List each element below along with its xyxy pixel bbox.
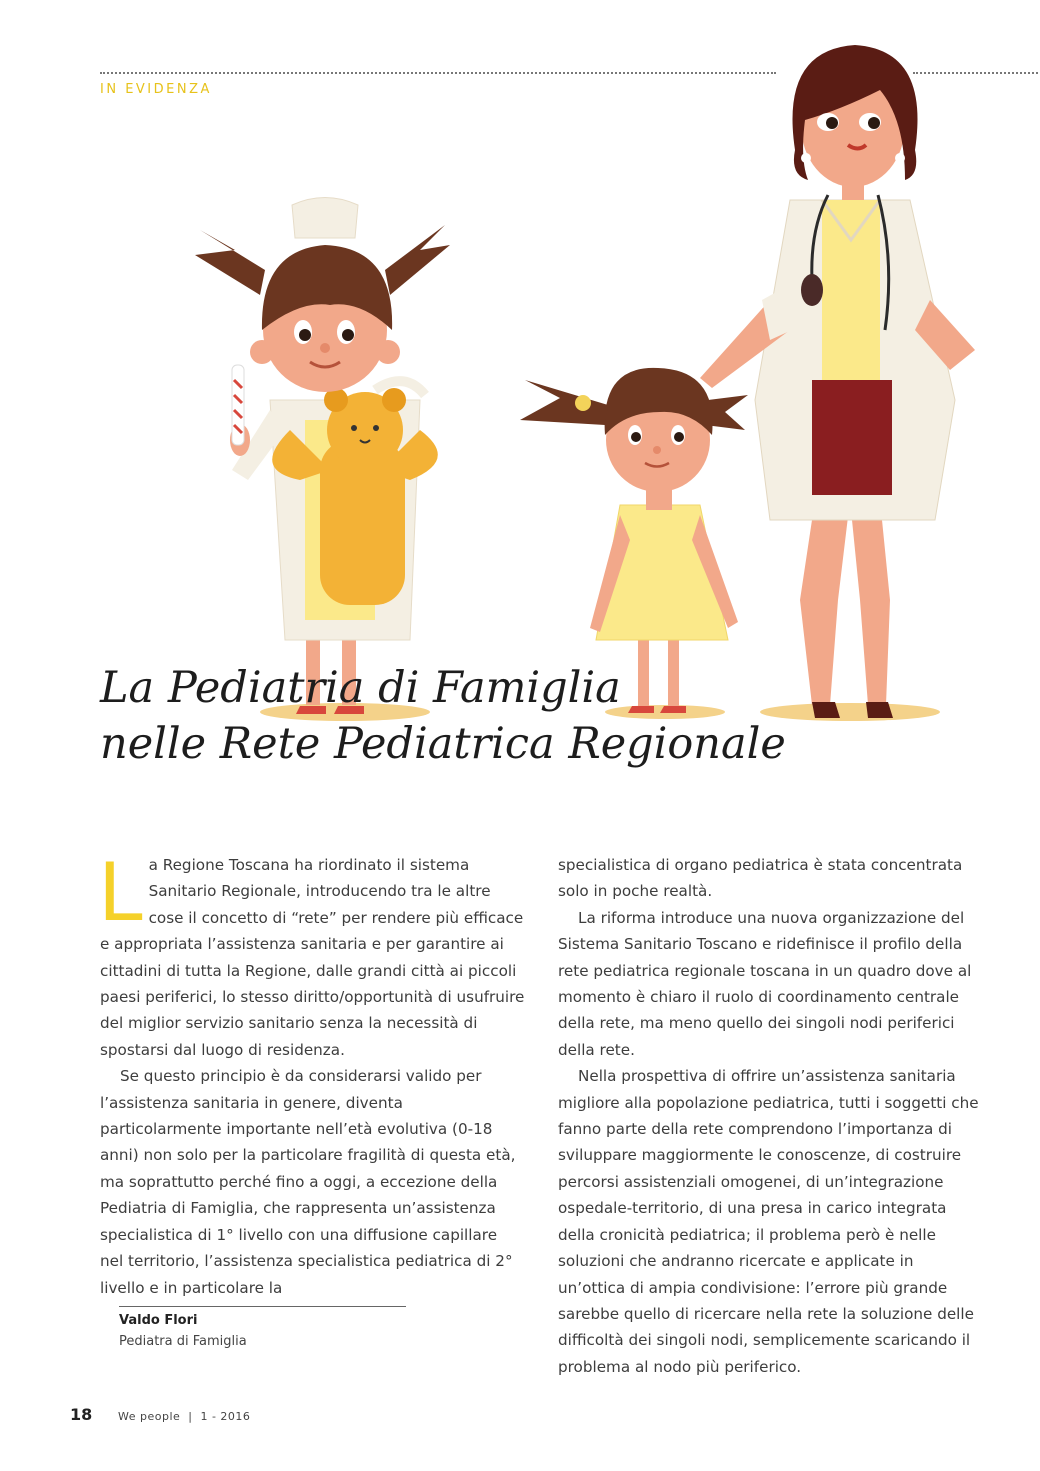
article-title-line-1: La Pediatria di Famiglia bbox=[100, 663, 621, 713]
author-name: Valdo Flori bbox=[119, 1313, 198, 1328]
article-left-column bbox=[98, 846, 525, 1301]
drop-cap: L bbox=[98, 846, 143, 939]
paragraph-text: a Regione Toscana ha riordinato il sistema Sanitario Regionale, introducendo tra le altre cose il concetto di “rete” per rendere più efficace e appropriata l’assistenza sanitaria e per garantire ai cittadini di tutta la Regione, dalle grandi città ai piccoli paesi periferici, lo stesso diritto/opportunità di usufruire del miglior servizio sanitario senza la necessità di spostarsi dal luogo di residenza. bbox=[100, 856, 525, 1059]
publication-footer: We people | 1 - 2016 bbox=[118, 1410, 251, 1423]
article-right-column bbox=[558, 852, 983, 1380]
paragraph: La riforma introduce una nuova organizzazione del Sistema Sanitario Toscano e ridefinisce il profilo della rete pediatrica regionale toscana in un quadro dove al momento è chiaro il ruolo di coordinamento centrale della rete, ma meno quello dei singoli nodi periferici della rete. bbox=[558, 908, 972, 1059]
child-with-teddy-figure bbox=[195, 198, 450, 715]
section-label: IN EVIDENZA bbox=[100, 82, 212, 97]
author-divider bbox=[119, 1306, 406, 1307]
author-role: Pediatra di Famiglia bbox=[119, 1334, 247, 1349]
article-title-line-2: nelle Rete Pediatrica Regionale bbox=[100, 719, 786, 769]
paragraph bbox=[98, 846, 525, 1063]
article-title bbox=[100, 660, 786, 772]
page-number: 18 bbox=[70, 1405, 93, 1424]
paragraph: specialistica di organo pediatrica è stata concentrata solo in poche realtà. bbox=[558, 856, 963, 901]
pediatrician-with-children-illustration bbox=[0, 30, 1000, 730]
pediatrician-figure bbox=[700, 45, 975, 718]
paragraph: Nella prospettiva di offrire un’assistenza sanitaria migliore alla popolazione pediatrica, tutti i soggetti che fanno parte della rete comprendono l’importanza di sviluppare maggiormente le conoscenze, di costruire percorsi assistenziali omogenei, di un’integrazione ospedale-territorio, di una presa in carico integrata della cronicità pediatrica; il problema però è nelle soluzioni che andranno ricercate e applicate in un’ottica di ampia condivisione: l’errore più grande sarebbe quello di ricercare nella rete la soluzione delle difficoltà dei singoli nodi, semplicemente scaricando il problema al nodo più periferico. bbox=[558, 1067, 979, 1376]
paragraph: Se questo principio è da considerarsi valido per l’assistenza sanitaria in genere, diventa particolarmente importante nell’età evolutiva (0-18 anni) non solo per la particolare fragilità di questa età, ma soprattutto perché fino a oggi, a eccezione della Pediatria di Famiglia, che rappresenta un’assistenza specialistica di 1° livello con una diffusione capillare nel territorio, l’assistenza specialistica pediatrica di 2° livello e in particolare la bbox=[100, 1067, 516, 1297]
